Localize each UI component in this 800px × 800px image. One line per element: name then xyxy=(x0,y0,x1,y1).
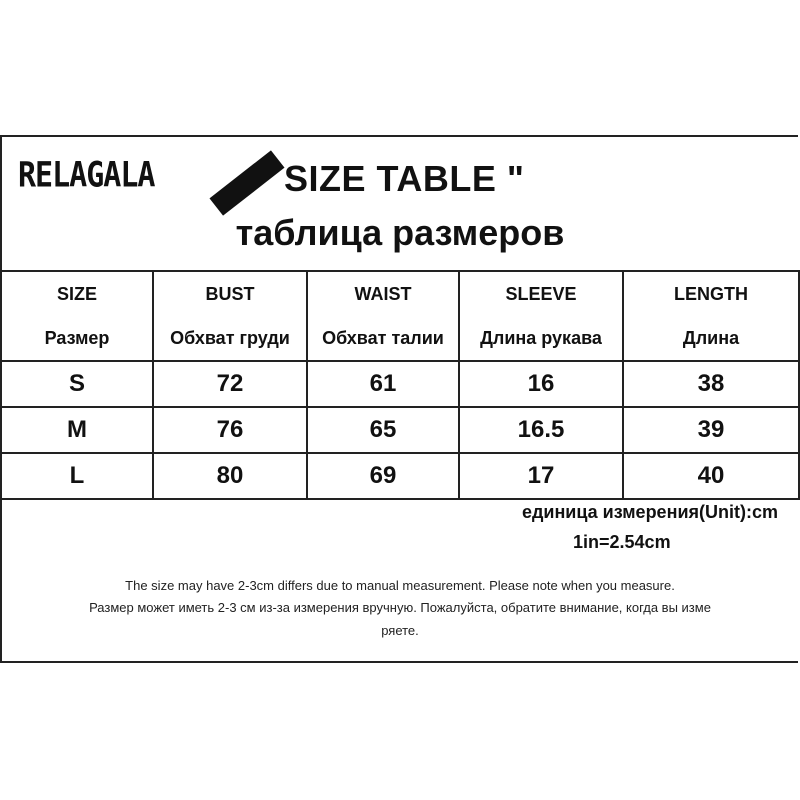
header-en: SIZE xyxy=(56,284,97,304)
size-table xyxy=(0,270,800,500)
table-cell: 16.5 xyxy=(459,407,623,453)
table-cell: 69 xyxy=(307,453,459,499)
header-ru: Длина рукава xyxy=(480,328,602,348)
header-en: SLEEVE xyxy=(505,284,577,304)
note-russian-line1: Размер может иметь 2-3 см из-за измерения вручную. Пожалуйста, обратите внимание, когда вы изме xyxy=(89,600,711,615)
header-cell-bust xyxy=(153,271,307,361)
table-cell: 39 xyxy=(623,407,799,453)
brand-logo: RELAGALA xyxy=(18,155,155,196)
table-row xyxy=(1,453,799,499)
table-cell: S xyxy=(1,361,153,407)
inch-conversion: 1in=2.54cm xyxy=(573,532,671,552)
table-cell: 16 xyxy=(459,361,623,407)
note-english: The size may have 2-3cm differs due to manual measurement. Please note when you measure. xyxy=(125,578,675,593)
table-cell: 72 xyxy=(153,361,307,407)
table-cell: 80 xyxy=(153,453,307,499)
size-table-title: SIZE TABLE " xyxy=(284,158,525,199)
table-header-row xyxy=(1,271,799,361)
table-cell: 76 xyxy=(153,407,307,453)
table-cell: L xyxy=(1,453,153,499)
table-cell: 65 xyxy=(307,407,459,453)
header-cell-length xyxy=(623,271,799,361)
header-ru: Размер xyxy=(44,328,110,348)
header-ru: Обхват груди xyxy=(170,328,290,348)
size-table-subtitle: таблица размеров xyxy=(235,212,565,253)
table-row xyxy=(1,407,799,453)
header-cell-size xyxy=(1,271,153,361)
header-ru: Обхват талии xyxy=(322,328,444,348)
header-cell-sleeve xyxy=(459,271,623,361)
table-cell: M xyxy=(1,407,153,453)
table-cell: 17 xyxy=(459,453,623,499)
header-en: LENGTH xyxy=(674,284,748,304)
header-cell-waist xyxy=(307,271,459,361)
unit-label: единица измерения(Unit):cm xyxy=(521,502,778,522)
table-cell: 61 xyxy=(307,361,459,407)
table-cell: 40 xyxy=(623,453,799,499)
note-russian-line2: ряете. xyxy=(381,623,419,638)
header-en: BUST xyxy=(205,284,255,304)
table-cell: 38 xyxy=(623,361,799,407)
size-table-container xyxy=(0,270,800,500)
header-ru: Длина xyxy=(682,328,740,348)
table-row xyxy=(1,361,799,407)
header-en: WAIST xyxy=(354,284,412,304)
